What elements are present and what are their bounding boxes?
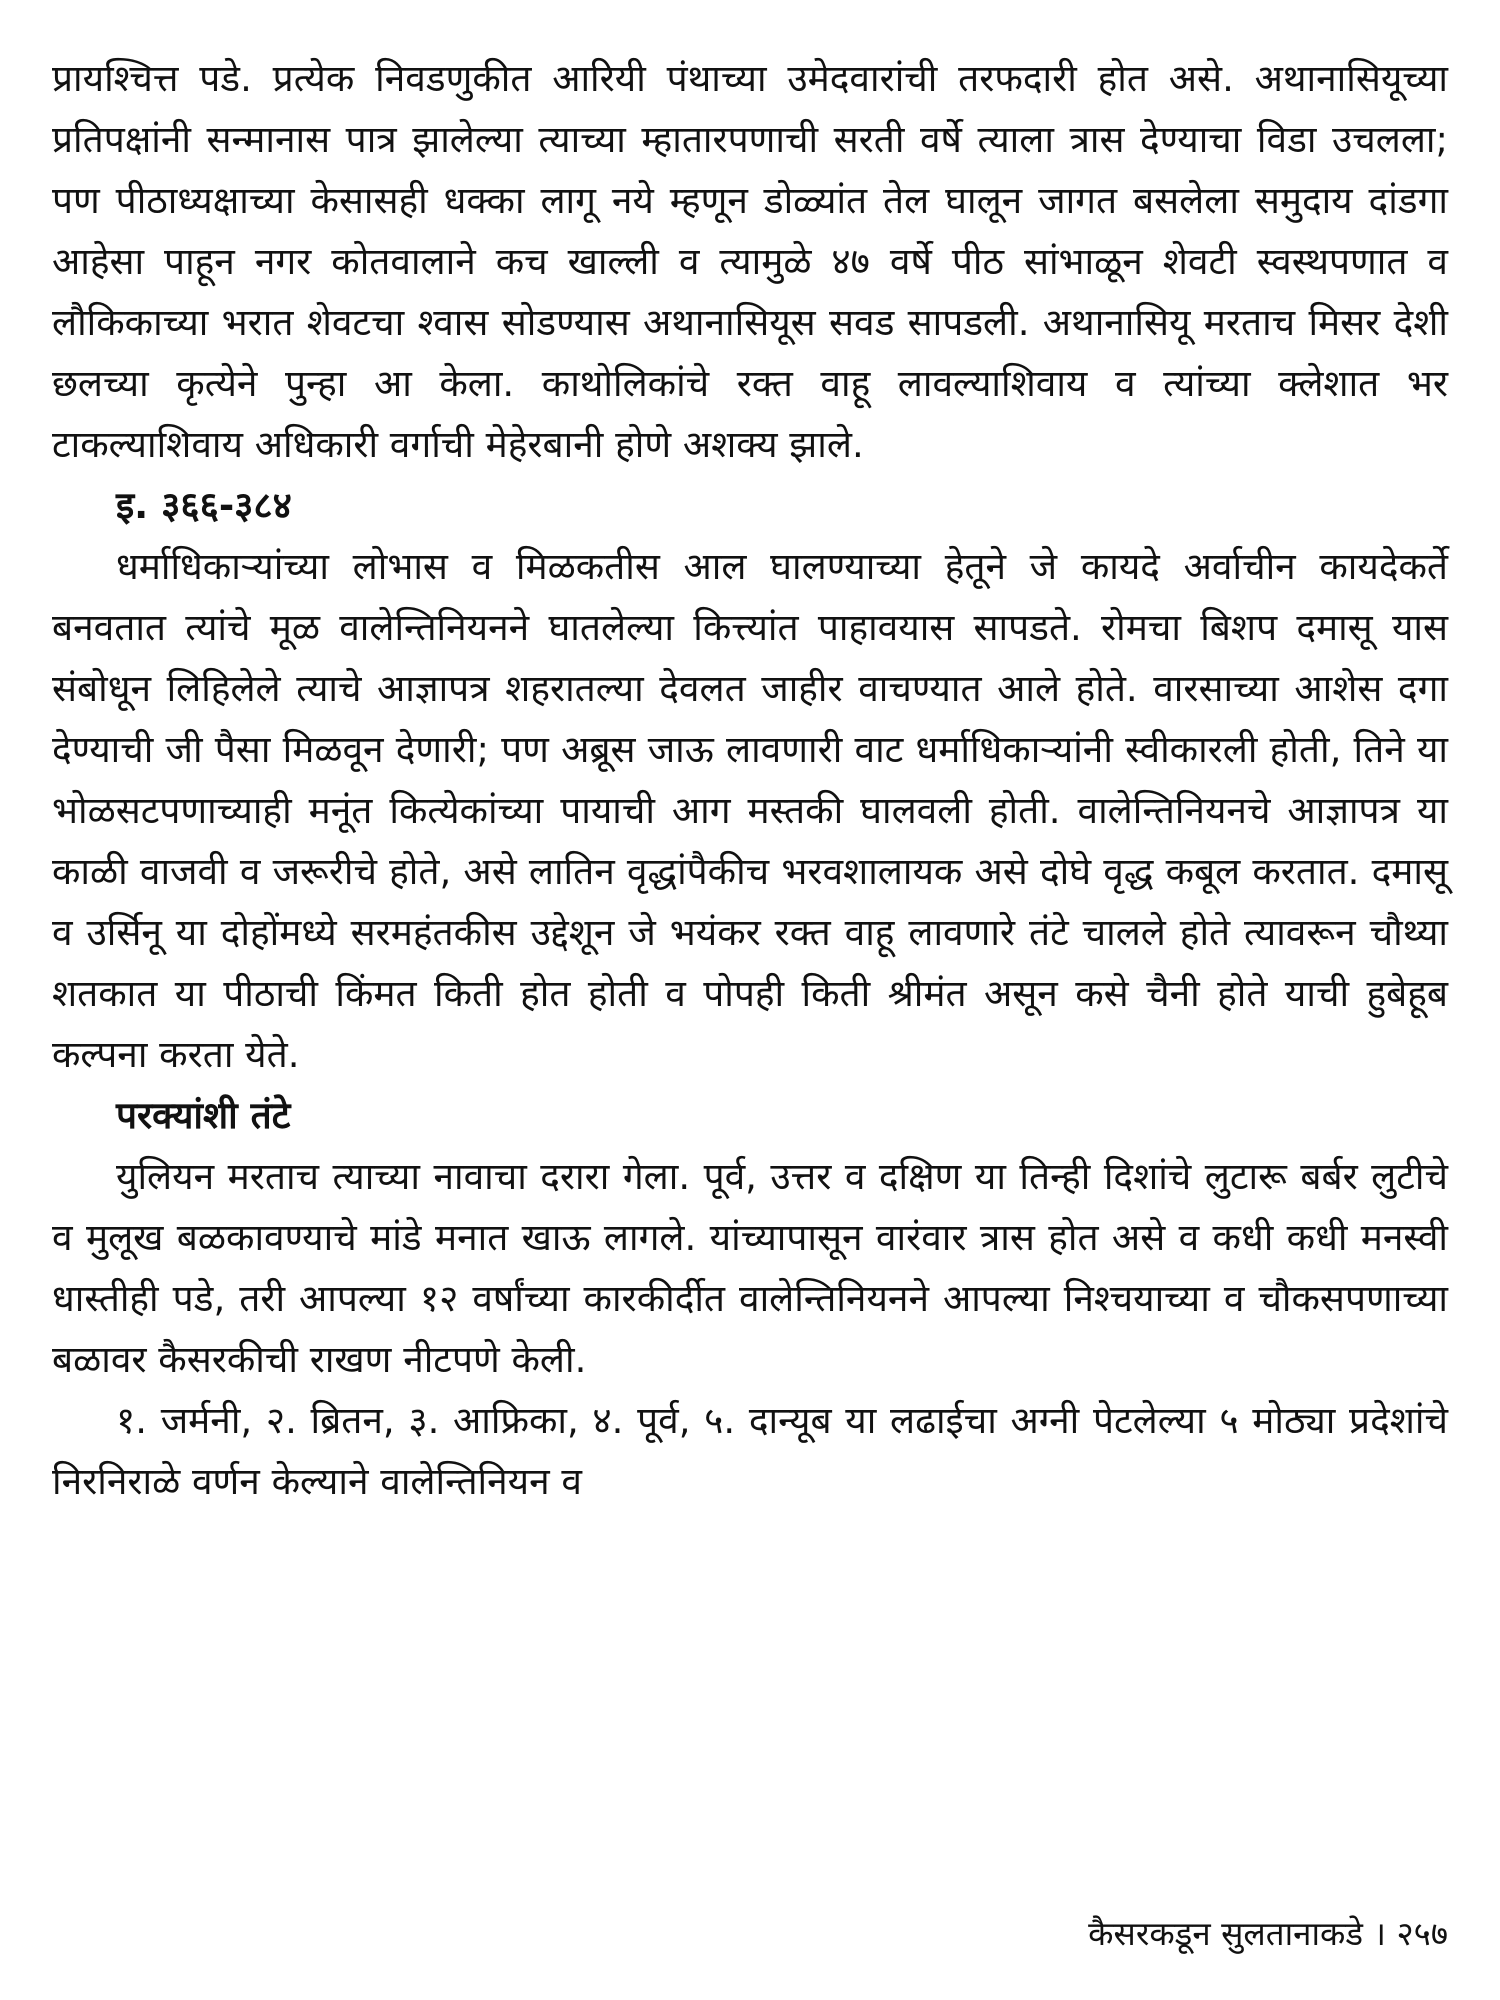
paragraph-julian-death: युलियन मरताच त्याच्या नावाचा दरारा गेला. पूर्व, उत्तर व दक्षिण या तिन्ही दिशांचे लुटारू बर्बर लुटीचे व मुलूख बळकावण्याचे मांडे मनात खाऊ लागले. यांच्यापासून वारंवार त्रास होत असे व कधी कधी मनस्वी धास्तीही पडे, तरी आपल्या १२ वर्षांच्या कारकीर्दीत वालेन्तिनियनने आपल्या निश्चयाच्या व चौकसपणाच्या बळावर कैसरकीची राखण नीटपणे केली. <box>52 1155 1448 1381</box>
page-body <box>52 48 1448 1948</box>
paragraph-athanasius: प्रायश्चित्त पडे. प्रत्येक निवडणुकीत आरियी पंथाच्या उमेदवारांची तरफदारी होत असे. अथानासियूच्या प्रतिपक्षांनी सन्मानास पात्र झालेल्या त्याच्या म्हातारपणाची सरती वर्षे त्याला त्रास देण्याचा विडा उचलला; पण पीठाध्यक्षाच्या केसासही धक्का लागू नये म्हणून डोळ्यांत तेल घालून जागत बसलेला समुदाय दांडगा आहेसा पाहून नगर कोतवालाने कच खाल्ली व त्यामुळे ४७ वर्षे पीठ सांभाळून शेवटी स्वस्थपणात व लौकिकाच्या भरात शेवटचा श्वास सोडण्यास अथानासियूस सवड सापडली. अथानासियू मरताच मिसर देशी छलच्या कृत्येने पुन्हा आ केला. काथोलिकांचे रक्त वाहू लावल्याशिवाय व त्यांच्या क्लेशात भर टाकल्याशिवाय अधिकारी वर्गाची मेहेरबानी होणे अशक्य झाले. <box>52 57 1448 466</box>
page-footer-running-title: कैसरकडून सुलतानाकडे । २५७ <box>1088 1914 1448 1953</box>
paragraph-regions-list: १. जर्मनी, २. ब्रितन, ३. आफ्रिका, ४. पूर्व, ५. दान्यूब या लढाईचा अग्नी पेटलेल्या ५ मोठ्या प्रदेशांचे निरनिराळे वर्णन केल्याने वालेन्तिनियन व <box>52 1399 1448 1503</box>
section-heading-foreign-conflicts: परक्यांशी तंटे <box>116 1094 291 1137</box>
paragraph-clergy-laws: धर्माधिकाऱ्यांच्या लोभास व मिळकतीस आल घालण्याच्या हेतूने जे कायदे अर्वाचीन कायदेकर्ते बनवतात त्यांचे मूळ वालेन्तिनियनने घातलेल्या कित्त्यांत पाहावयास सापडते. रोमचा बिशप दमासू यास संबोधून लिहिलेले त्याचे आज्ञापत्र शहरातल्या देवलत जाहीर वाचण्यात आले होते. वारसाच्या आशेस दगा देण्याची जी पैसा मिळवून देणारी; पण अब्रूस जाऊ लावणारी वाट धर्माधिकाऱ्यांनी स्वीकारली होती, तिने या भोळसटपणाच्याही मनूंत कित्येकांच्या पायाची आग मस्तकी घालवली होती. वालेन्तिनियनचे आज्ञापत्र या काळी वाजवी व जरूरीचे होते, असे लातिन वृद्धांपैकीच भरवशालायक असे दोघे वृद्ध कबूल करतात. दमासू व उर्सिनू या दोहोंमध्ये सरमहंतकीस उद्देशून जे भयंकर रक्त वाहू लावणारे तंटे चालले होते त्यावरून चौथ्या शतकात या पीठाची किंमत किती होत होती व पोपही किती श्रीमंत असून कसे चैनी होते याची हुबेहूब कल्पना करता येते. <box>52 545 1448 1076</box>
section-heading-years: इ. ३६६-३८४ <box>116 484 292 527</box>
